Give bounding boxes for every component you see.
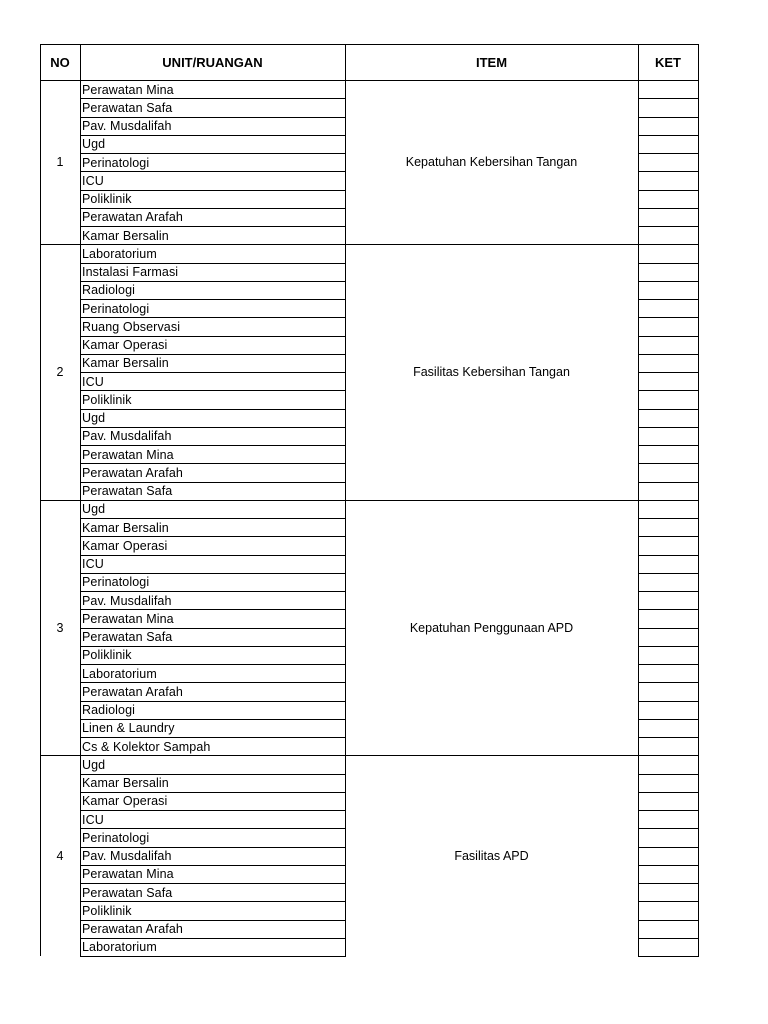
unit-row-border	[80, 336, 345, 337]
unit-row-border	[80, 810, 345, 811]
ket-row-border	[638, 135, 698, 136]
table-top-border	[40, 44, 698, 45]
unit-cell: Kamar Operasi	[82, 538, 168, 553]
ket-row-border	[638, 354, 698, 355]
unit-cell: Kamar Bersalin	[82, 520, 169, 535]
unit-cell: ICU	[82, 173, 104, 188]
unit-cell: Pav. Musdalifah	[82, 429, 172, 444]
unit-row-border	[80, 317, 345, 318]
unit-cell: Laboratorium	[82, 246, 157, 261]
unit-row-border	[80, 281, 345, 282]
unit-row-border	[80, 427, 345, 428]
ket-cell[interactable]	[639, 153, 698, 171]
unit-row-border	[80, 609, 345, 610]
ket-cell[interactable]	[639, 555, 698, 573]
unit-row-border	[80, 792, 345, 793]
ket-row-border	[638, 609, 698, 610]
unit-row-border	[80, 98, 345, 99]
unit-cell: Pav. Musdalifah	[82, 119, 172, 133]
ket-cell[interactable]	[639, 774, 698, 792]
unit-row-border	[80, 628, 345, 629]
ket-cell[interactable]	[639, 901, 698, 919]
unit-row-border	[80, 171, 345, 172]
ket-row-border	[638, 153, 698, 154]
unit-row-border	[80, 591, 345, 592]
col-border-right	[698, 755, 699, 956]
ket-row-border	[638, 701, 698, 702]
unit-cell: Laboratorium	[82, 940, 157, 955]
unit-row-border	[80, 901, 345, 902]
ket-cell[interactable]	[639, 828, 698, 846]
unit-row-border	[80, 719, 345, 720]
ket-row-border	[638, 536, 698, 537]
unit-row-border	[80, 883, 345, 884]
unit-row-border	[80, 208, 345, 209]
unit-row-border	[80, 372, 345, 373]
ket-row-border	[638, 774, 698, 775]
unit-row-border	[80, 828, 345, 829]
ket-cell[interactable]	[639, 263, 698, 281]
ket-cell[interactable]	[639, 427, 698, 445]
ket-row-border	[638, 901, 698, 902]
unit-row-border	[80, 573, 345, 574]
unit-cell: Ugd	[82, 137, 106, 152]
unit-row-border	[80, 555, 345, 556]
ket-cell[interactable]	[639, 299, 698, 317]
ket-cell[interactable]	[639, 482, 698, 500]
group-number: 2	[56, 365, 64, 379]
ket-row-border	[638, 409, 698, 410]
unit-cell: Linen & Laundry	[82, 721, 175, 736]
unit-cell: Poliklinik	[82, 192, 132, 206]
unit-row-border	[80, 263, 345, 264]
unit-cell: Instalasi Farmasi	[82, 265, 179, 279]
ket-row-border	[638, 591, 698, 592]
unit-cell: Cs & Kolektor Sampah	[82, 739, 211, 754]
ket-cell[interactable]	[639, 847, 698, 865]
unit-row-border	[80, 920, 345, 921]
ket-row-border	[638, 390, 698, 391]
unit-cell: Kamar Operasi	[82, 338, 168, 352]
unit-cell: Perawatan Mina	[82, 867, 174, 882]
unit-row-border	[80, 153, 345, 154]
unit-cell: Perinatologi	[82, 830, 150, 845]
ket-row-border	[638, 719, 698, 720]
ket-row-border	[638, 445, 698, 446]
ket-cell[interactable]	[639, 591, 698, 609]
unit-cell: Perawatan Arafah	[82, 684, 183, 699]
ket-row-border	[638, 317, 698, 318]
ket-row-border	[638, 555, 698, 556]
col-border-right	[698, 244, 699, 500]
group-item: Kepatuhan Kebersihan Tangan	[405, 155, 578, 170]
ket-row-border	[638, 920, 698, 921]
ket-cell[interactable]	[639, 701, 698, 719]
ket-row-border	[638, 226, 698, 227]
unit-row-border	[80, 737, 345, 738]
ket-cell[interactable]	[639, 920, 698, 938]
unit-cell: Kamar Bersalin	[82, 356, 169, 371]
header-no: NO	[50, 54, 70, 70]
ket-row-border	[638, 628, 698, 629]
ket-row-border	[638, 847, 698, 848]
unit-cell: Ugd	[82, 411, 106, 425]
ket-cell[interactable]	[639, 117, 698, 135]
unit-bottom-border	[80, 956, 346, 957]
ket-cell[interactable]	[639, 226, 698, 244]
ket-row-border	[638, 573, 698, 574]
unit-row-border	[80, 646, 345, 647]
ket-cell[interactable]	[639, 682, 698, 700]
ket-cell[interactable]	[639, 171, 698, 189]
unit-cell: Poliklinik	[82, 648, 132, 663]
ket-cell[interactable]	[639, 336, 698, 354]
unit-row-border	[80, 463, 345, 464]
ket-cell[interactable]	[639, 80, 698, 98]
ket-cell[interactable]	[639, 445, 698, 463]
unit-cell: Perinatologi	[82, 155, 150, 170]
ket-cell[interactable]	[639, 354, 698, 372]
unit-cell: Perawatan Mina	[82, 611, 174, 626]
header-unit: UNIT/RUANGAN	[162, 54, 263, 70]
ket-row-border	[638, 281, 698, 282]
unit-row-border	[80, 536, 345, 537]
col-border-unit	[80, 755, 81, 956]
ket-cell[interactable]	[639, 865, 698, 883]
ket-cell[interactable]	[639, 609, 698, 627]
unit-cell: Perawatan Arafah	[82, 465, 183, 480]
unit-cell: Perinatologi	[82, 301, 150, 316]
ket-cell[interactable]	[639, 208, 698, 226]
unit-row-border	[80, 354, 345, 355]
unit-row-border	[80, 774, 345, 775]
header-col-border	[698, 44, 699, 80]
unit-cell: Perawatan Safa	[82, 885, 173, 900]
unit-row-border	[80, 847, 345, 848]
unit-row-border	[80, 482, 345, 483]
unit-row-border	[80, 190, 345, 191]
ket-cell[interactable]	[639, 938, 698, 956]
ket-row-border	[638, 372, 698, 373]
unit-cell: ICU	[82, 812, 104, 827]
unit-row-border	[80, 135, 345, 136]
ket-row-border	[638, 482, 698, 483]
ket-cell[interactable]	[639, 409, 698, 427]
unit-cell: Perawatan Safa	[82, 630, 173, 644]
unit-cell: Kamar Operasi	[82, 794, 168, 809]
unit-row-border	[80, 390, 345, 391]
ket-cell[interactable]	[639, 628, 698, 646]
ket-cell[interactable]	[639, 372, 698, 390]
group-number: 1	[56, 155, 64, 170]
ket-cell[interactable]	[639, 135, 698, 153]
ket-row-border	[638, 737, 698, 738]
unit-cell: Poliklinik	[82, 392, 132, 407]
ket-cell[interactable]	[639, 98, 698, 116]
ket-row-border	[638, 828, 698, 829]
group-number: 3	[56, 620, 64, 635]
unit-cell: ICU	[82, 557, 104, 571]
unit-row-border	[80, 518, 345, 519]
ket-row-border	[638, 336, 698, 337]
unit-row-border	[80, 938, 345, 939]
unit-cell: ICU	[82, 374, 104, 389]
unit-cell: Radiologi	[82, 703, 136, 717]
ket-cell[interactable]	[639, 536, 698, 554]
unit-cell: Kamar Bersalin	[82, 228, 169, 243]
ket-row-border	[638, 664, 698, 665]
ket-row-border	[638, 463, 698, 464]
unit-cell: Perawatan Safa	[82, 484, 173, 498]
col-border-unit	[80, 80, 81, 244]
unit-cell: Perawatan Arafah	[82, 922, 183, 936]
ket-cell[interactable]	[639, 792, 698, 810]
unit-row-border	[80, 682, 345, 683]
ket-cell[interactable]	[639, 244, 698, 262]
ket-cell[interactable]	[639, 883, 698, 901]
unit-row-border	[80, 117, 345, 118]
unit-cell: Perawatan Mina	[82, 82, 174, 97]
unit-cell: Ruang Observasi	[82, 319, 181, 334]
ket-row-border	[638, 810, 698, 811]
ket-cell[interactable]	[639, 755, 698, 773]
ket-row-border	[638, 792, 698, 793]
ket-cell[interactable]	[639, 317, 698, 335]
ket-cell[interactable]	[639, 646, 698, 664]
group-number: 4	[56, 848, 64, 863]
ket-row-border	[638, 263, 698, 264]
unit-row-border	[80, 445, 345, 446]
unit-row-border	[80, 865, 345, 866]
ket-cell[interactable]	[639, 463, 698, 481]
ket-row-border	[638, 117, 698, 118]
col-border-right	[698, 80, 699, 244]
header-col-border	[638, 44, 639, 80]
ket-cell[interactable]	[639, 518, 698, 536]
ket-cell[interactable]	[639, 500, 698, 518]
ket-bottom-border	[638, 956, 699, 957]
ket-row-border	[638, 938, 698, 939]
unit-cell: Kamar Bersalin	[82, 776, 169, 790]
ket-row-border	[638, 883, 698, 884]
unit-cell: Perawatan Arafah	[82, 210, 183, 225]
unit-cell: Ugd	[82, 502, 106, 517]
ket-cell[interactable]	[639, 573, 698, 591]
ket-row-border	[638, 646, 698, 647]
unit-row-border	[80, 701, 345, 702]
header-ket: KET	[655, 54, 681, 70]
header-col-border	[80, 44, 81, 80]
ket-row-border	[638, 171, 698, 172]
unit-cell: Poliklinik	[82, 903, 132, 918]
unit-cell: Radiologi	[82, 283, 136, 298]
ket-cell[interactable]	[639, 281, 698, 299]
ket-cell[interactable]	[639, 190, 698, 208]
unit-row-border	[80, 299, 345, 300]
header-col-border	[345, 44, 346, 80]
ket-row-border	[638, 299, 698, 300]
unit-row-border	[80, 226, 345, 227]
ket-cell[interactable]	[639, 719, 698, 737]
col-border-right	[698, 500, 699, 756]
unit-cell: Laboratorium	[82, 666, 157, 681]
ket-cell[interactable]	[639, 737, 698, 755]
group-item: Fasilitas Kebersihan Tangan	[413, 365, 570, 379]
unit-row-border	[80, 664, 345, 665]
unit-row-border	[80, 409, 345, 410]
ket-cell[interactable]	[639, 390, 698, 408]
unit-cell: Ugd	[82, 757, 106, 772]
ket-cell[interactable]	[639, 810, 698, 828]
unit-cell: Perawatan Safa	[82, 100, 173, 115]
ket-row-border	[638, 865, 698, 866]
group-item: Fasilitas APD	[454, 848, 529, 863]
header-item: ITEM	[475, 54, 508, 70]
group-item: Kepatuhan Penggunaan APD	[409, 620, 574, 635]
ket-row-border	[638, 427, 698, 428]
unit-cell: Pav. Musdalifah	[82, 593, 172, 608]
ket-row-border	[638, 208, 698, 209]
unit-cell: Pav. Musdalifah	[82, 849, 172, 863]
ket-cell[interactable]	[639, 664, 698, 682]
ket-row-border	[638, 682, 698, 683]
ket-row-border	[638, 98, 698, 99]
ket-row-border	[638, 190, 698, 191]
unit-cell: Perawatan Mina	[82, 447, 174, 462]
header-col-border	[40, 44, 41, 80]
ket-row-border	[638, 518, 698, 519]
unit-cell: Perinatologi	[82, 575, 150, 590]
